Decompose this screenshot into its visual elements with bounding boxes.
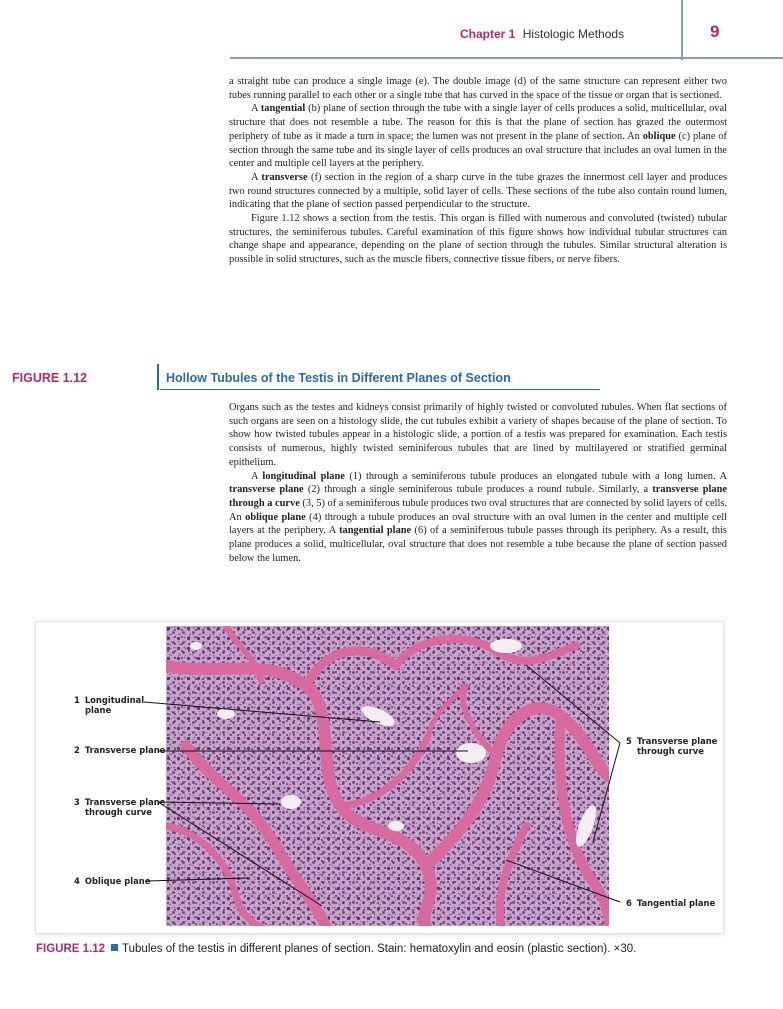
bold-term: longitudinal plane <box>262 470 345 482</box>
figure-label-longitudinal <box>74 695 144 715</box>
label-text: Tangential plane <box>636 898 716 908</box>
label-number: 6 <box>626 898 632 908</box>
label-text: through curve <box>85 807 152 817</box>
figure-caption <box>36 943 736 955</box>
label-number: 4 <box>74 876 80 886</box>
label-text: Transverse plane <box>636 736 718 746</box>
figure-label-oblique <box>74 876 150 886</box>
header-vertical-rule <box>681 0 683 60</box>
label-text: Transverse plane <box>84 797 166 807</box>
label-text: Longitudinal <box>84 695 145 705</box>
caption-bullet-square <box>111 944 118 951</box>
bold-term: tangential <box>260 103 306 115</box>
intro-text <box>229 75 727 267</box>
paragraph: A transverse (f) section in the region of a sharp curve in the tube grazes the innermost cell layer and produces two round structures connected by a multiple, solid layer of cells. These sections of the tube also contain round lumen, indicating that the plane of section passed perpendicular to the structure. <box>229 171 727 211</box>
paragraph: Figure 1.12 shows a section from the testis. This organ is filled with numerous and convoluted (twisted) tubular structures, the seminiferous tubules. Careful examination of this figure shows how individual tubular structures can change shape and appearance, depending on the plane of section through the tubules. Similar structural alteration is possible in solid structures, such as the muscle fibers, connective tissue fibers, or nerve fibers. <box>229 213 727 266</box>
running-header <box>0 0 783 60</box>
paragraph: A longitudinal plane (1) through a seminiferous tubule produces an elongated tubule with a long lumen. A transverse plane (2) through a single seminiferous tubule produces a round tubule. Similarly, a transverse plane through a curve (3, 5) of a seminiferous tubule produces two oval structures that are connected by solid layers of cells. An oblique plane (4) through a tubule produces an oval structure with an oval lumen in the center and multiple cell layers at the periphery. A tangential plane (6) of a seminiferous tubule passes through its periphery. As a result, this plane produces a solid, multicellular, oval structure that does not resemble a tube because the plane of section passed below the lumen. <box>229 470 728 564</box>
chapter-label: Chapter 1 <box>460 27 516 41</box>
bold-term: transverse <box>261 171 308 183</box>
figure-description-text <box>229 401 727 565</box>
label-number: 3 <box>74 797 80 807</box>
figure-heading <box>0 362 600 392</box>
figure-label-tangential <box>626 898 715 908</box>
label-text: Transverse plane <box>84 745 166 755</box>
label-number: 5 <box>626 736 632 746</box>
label-number: 2 <box>74 745 80 755</box>
figure-heading-underline <box>160 389 600 390</box>
bold-term: oblique plane <box>245 511 306 523</box>
bold-term: tangential plane <box>339 525 412 537</box>
paragraph: A tangential (b) plane of section through the tube with a single layer of cells produces a solid, multicellular, oval structure that does not resemble a tube. The reason for this is that the plane of section has grazed the outermost periphery of tube as it made a turn in space; the lumen was not present in the plane of section. An oblique (c) plane of section through the same tube and its single layer of cells produces an oval structure that includes an oval lumen in the center and multiple cell layers at the periphery. <box>229 103 728 170</box>
figure-heading-number: FIGURE 1.12 <box>12 371 88 385</box>
chapter-running-title <box>460 27 624 41</box>
figure-label-transverse-curve-left <box>74 797 165 817</box>
bold-term: transverse plane <box>229 484 304 496</box>
figure-heading-title: Hollow Tubules of the Testis in Different Planes of Section <box>166 371 511 385</box>
micrograph-illustration <box>166 626 609 926</box>
caption-number: FIGURE 1.12 <box>36 943 106 955</box>
paragraph: Organs such as the testes and kidneys consist primarily of highly twisted or convoluted tubules. When flat sections of such organs are seen on a histology slide, the cut tubules exhibit a variety of shapes because of the plane of section. To show how twisted tubules appear in a histologic slide, a portion of a testis was prepared for examination. Each testis consists of numerous, highly twisted seminiferous tubules that are lined by multilayered or stratified germinal epithelium. <box>229 402 727 468</box>
caption-text: Tubules of the testis in different planes of section. Stain: hematoxylin and eosin (plastic section). ×30. <box>122 943 637 955</box>
header-horizontal-rule <box>230 57 783 59</box>
paragraph: a straight tube can produce a single image (e). The double image (d) of the same structure can represent either two tubes running parallel to each other or a single tube that has curved in the space of the tissue or organ that is sectioned. <box>229 76 727 101</box>
chapter-title: Histologic Methods <box>522 27 625 41</box>
label-text: plane <box>85 705 112 715</box>
figure-label-transverse-curve-right <box>626 736 717 756</box>
figure-heading-divider <box>157 364 159 390</box>
label-text: Oblique plane <box>84 876 151 886</box>
figure-label-transverse <box>74 745 165 755</box>
label-text: through curve <box>637 746 704 756</box>
page-number: 9 <box>710 22 720 41</box>
micrograph-image <box>166 626 609 926</box>
bold-term: transverse plane through a curve <box>229 484 727 509</box>
label-number: 1 <box>74 695 80 705</box>
bold-term: oblique <box>642 130 676 142</box>
